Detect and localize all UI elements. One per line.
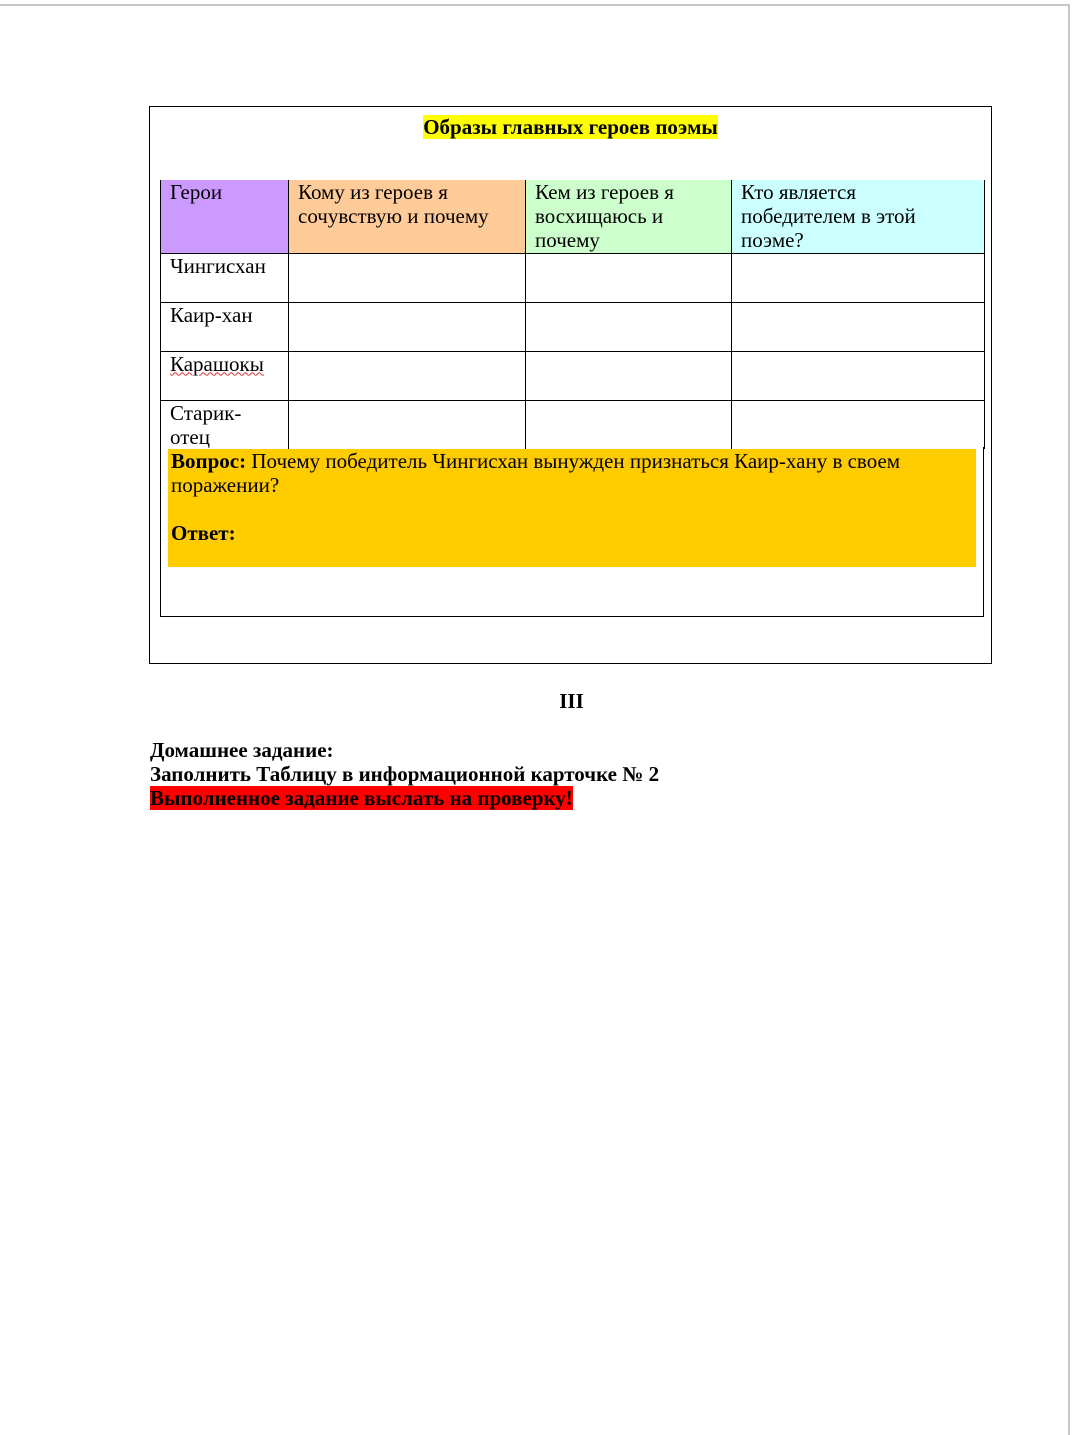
table-row xyxy=(161,253,985,302)
header-sympathy: Кому из героев я сочувствую и почему xyxy=(289,180,526,253)
question-label: Вопрос: xyxy=(171,449,247,473)
hero-name xyxy=(161,351,289,400)
hero-name: Каир-хан xyxy=(161,302,289,351)
table-cell[interactable] xyxy=(526,302,732,351)
table-cell[interactable] xyxy=(289,351,526,400)
table-cell[interactable] xyxy=(289,253,526,302)
hero-name: Чингисхан xyxy=(161,253,289,302)
hero-name-text: Карашокы xyxy=(170,351,264,376)
section-mark: III xyxy=(559,689,584,713)
table-cell[interactable] xyxy=(526,351,732,400)
header-heroes: Герои xyxy=(161,180,289,253)
homework-task: Заполнить Таблицу в информационной карточке № 2 xyxy=(150,762,660,786)
table-cell[interactable] xyxy=(289,400,526,449)
table-cell[interactable] xyxy=(526,400,732,449)
table-row xyxy=(161,351,985,400)
question-box xyxy=(160,447,984,617)
table-cell[interactable] xyxy=(732,400,985,449)
table-row xyxy=(161,302,985,351)
homework-block xyxy=(150,738,659,810)
table-cell[interactable] xyxy=(732,253,985,302)
table-cell[interactable] xyxy=(526,253,732,302)
homework-heading: Домашнее задание: xyxy=(150,738,334,762)
answer-label[interactable]: Ответ: xyxy=(171,521,236,545)
card-frame xyxy=(149,106,992,664)
table-cell[interactable] xyxy=(732,302,985,351)
question-text: Почему победитель Чингисхан вынужден признаться Каир-хану в своем поражении? xyxy=(171,449,901,497)
header-admiration: Кем из героев я восхищаюсь и почему xyxy=(526,180,732,253)
header-winner: Кто является победителем в этой поэме? xyxy=(732,180,985,253)
table-cell[interactable] xyxy=(732,351,985,400)
card-title-text: Образы главных героев поэмы xyxy=(423,115,718,139)
question-highlight xyxy=(168,449,976,567)
hero-name: Старик-отец xyxy=(161,400,289,449)
homework-submit: Выполненное задание выслать на проверку! xyxy=(150,786,573,810)
page-edge-top xyxy=(0,4,1069,6)
homework-submit-line xyxy=(150,786,659,810)
card-title xyxy=(150,115,991,139)
question-paragraph xyxy=(171,449,973,497)
heroes-table xyxy=(160,180,985,449)
table-row xyxy=(161,400,985,449)
table-header-row xyxy=(161,180,985,253)
page-edge-right xyxy=(1068,4,1070,1435)
table-cell[interactable] xyxy=(289,302,526,351)
